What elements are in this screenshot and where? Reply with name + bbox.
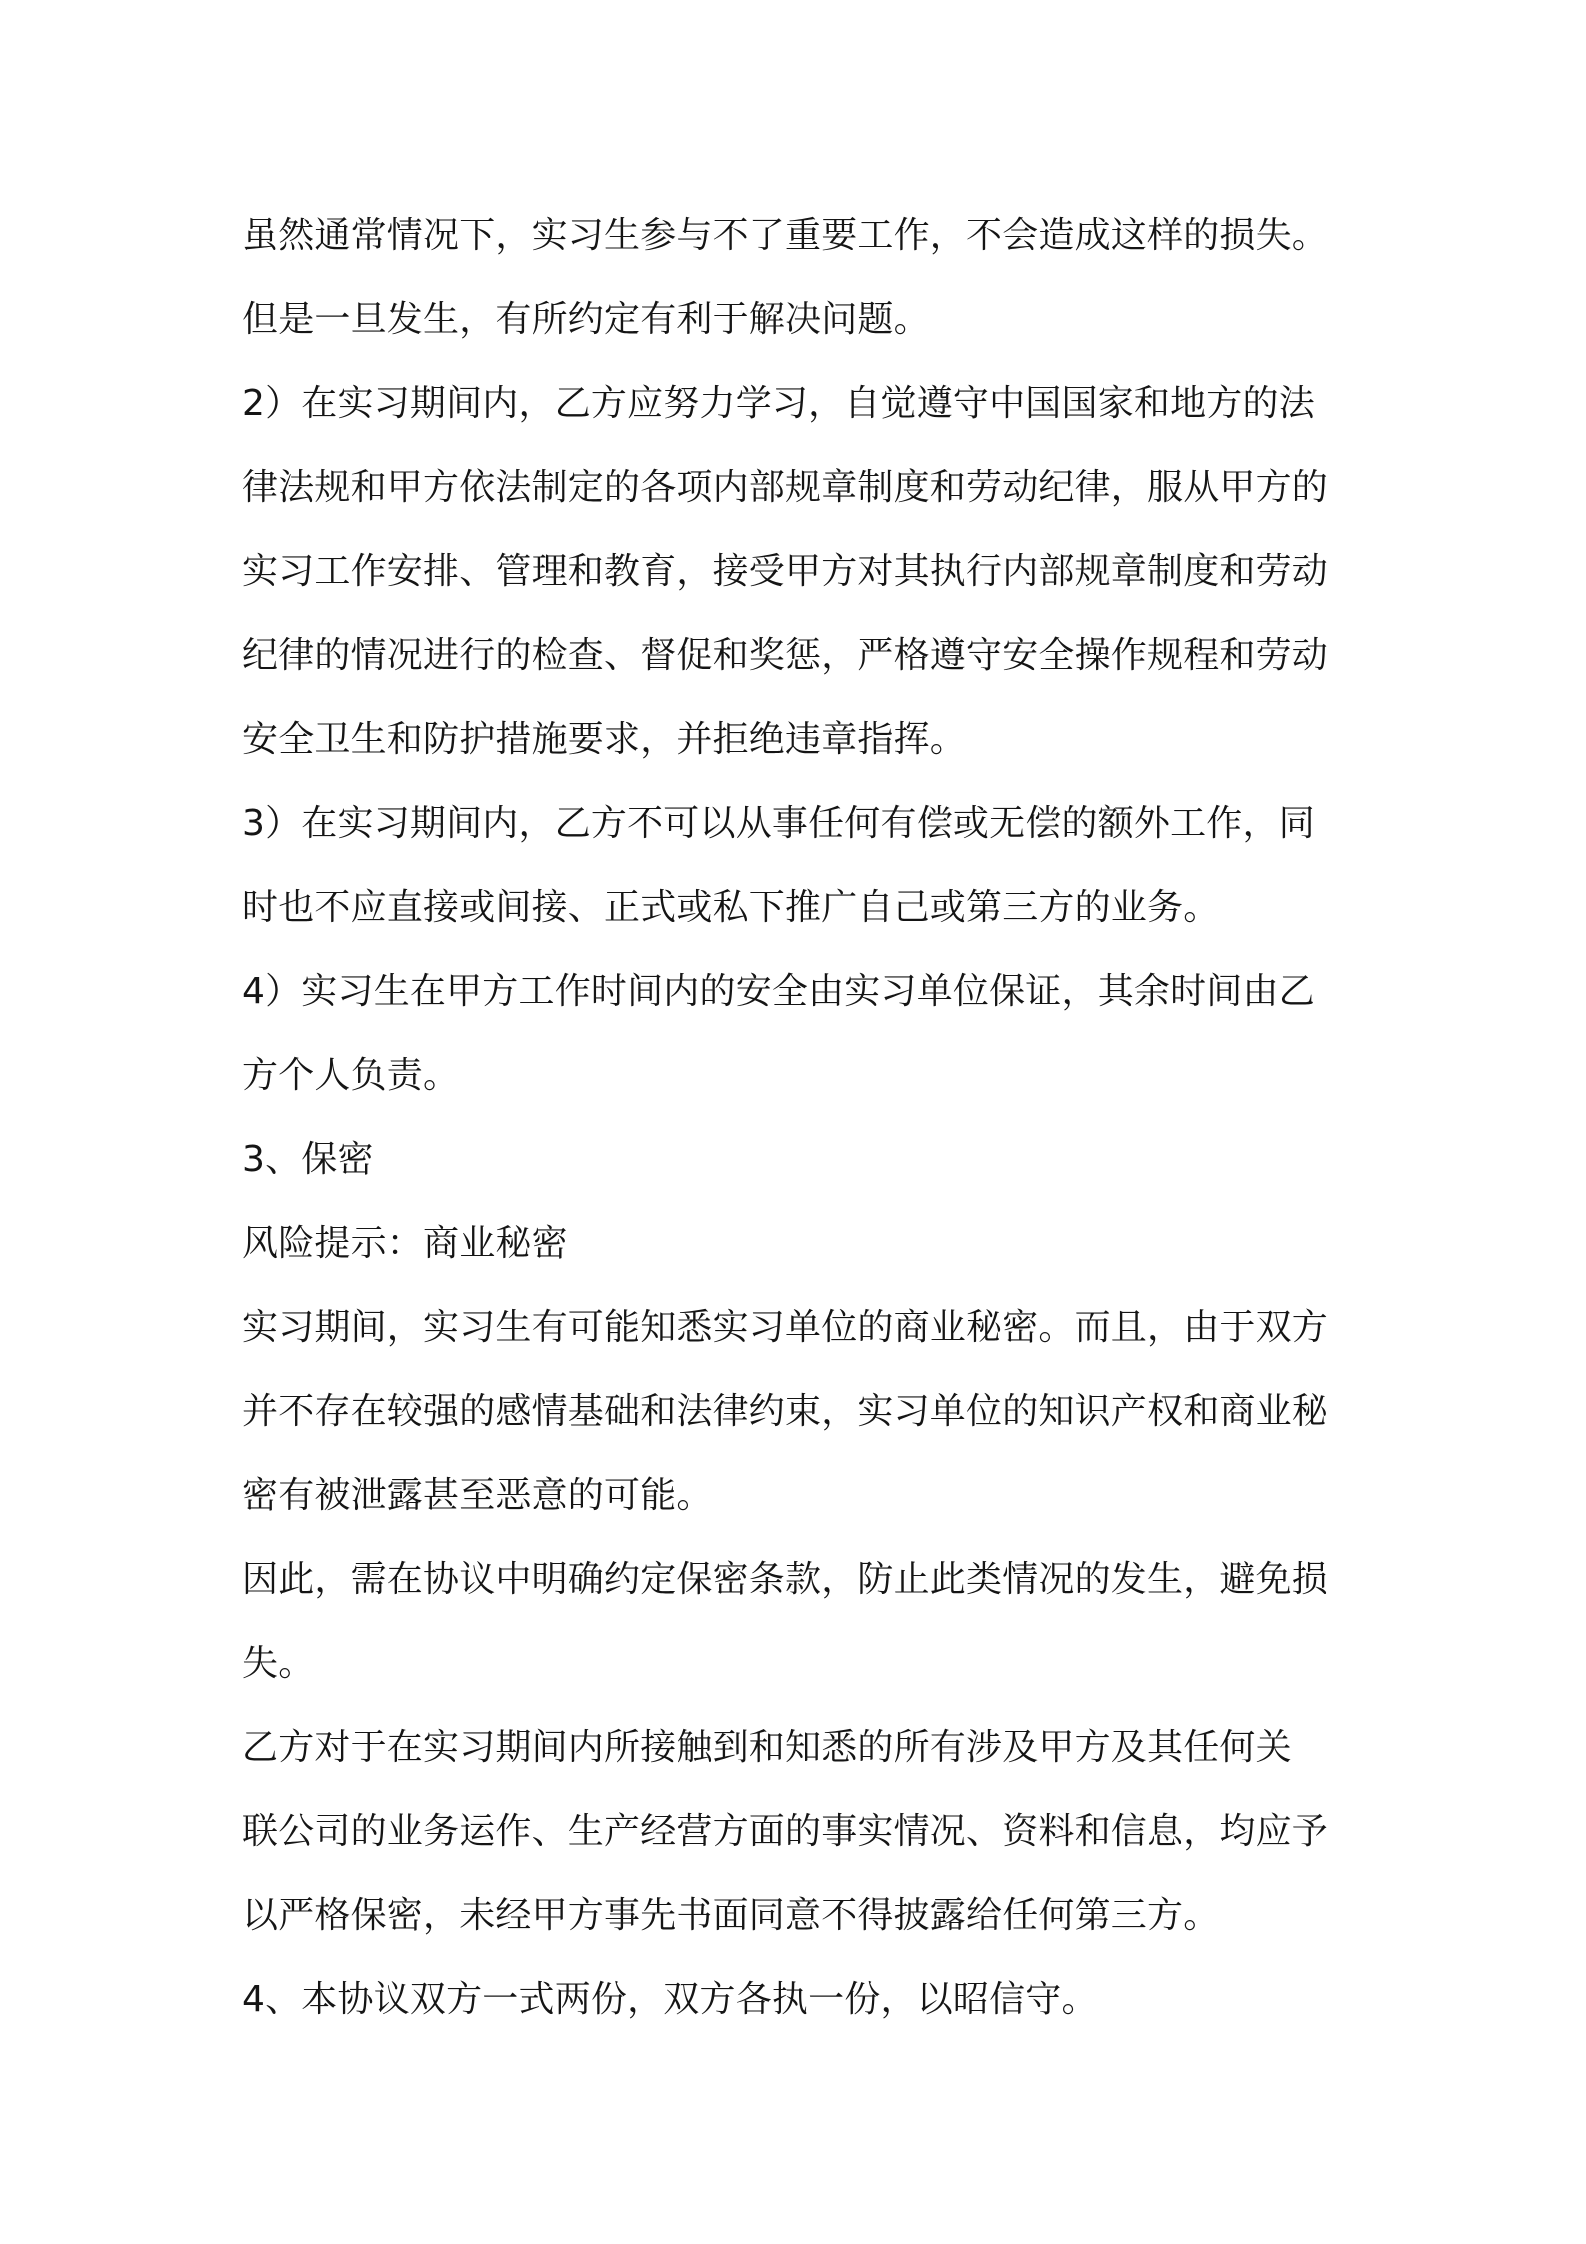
text-line: 实习工作安排、管理和教育，接受甲方对其执行内部规章制度和劳动 [242, 551, 1329, 592]
text-line: 纪律的情况进行的检查、督促和奖惩，严格遵守安全操作规程和劳动 [242, 635, 1329, 676]
text-line: 联公司的业务运作、生产经营方面的事实情况、资料和信息，均应予 [242, 1811, 1329, 1852]
text-line: 律法规和甲方依法制定的各项内部规章制度和劳动纪律，服从甲方的 [242, 467, 1329, 508]
text-line: 安全卫生和防护措施要求，并拒绝违章指挥。 [242, 719, 967, 760]
text-line: 虽然通常情况下，实习生参与不了重要工作，不会造成这样的损失。 [242, 215, 1329, 256]
text-line: 4）实习生在甲方工作时间内的安全由实习单位保证，其余时间由乙 [242, 971, 1315, 1012]
text-line: 密有被泄露甚至恶意的可能。 [242, 1475, 713, 1516]
risk-note-heading: 风险提示：商业秘密 [242, 1223, 568, 1264]
text-line: 以严格保密，未经甲方事先书面同意不得披露给任何第三方。 [242, 1895, 1220, 1936]
text-line: 3）在实习期间内，乙方不可以从事任何有偿或无偿的额外工作，同 [242, 803, 1315, 844]
text-line: 乙方对于在实习期间内所接触到和知悉的所有涉及甲方及其任何关 [242, 1727, 1292, 1768]
section-heading: 4、本协议双方一式两份，双方各执一份，以昭信守。 [242, 1979, 1098, 2020]
text-line: 时也不应直接或间接、正式或私下推广自己或第三方的业务。 [242, 887, 1220, 928]
text-line: 方个人负责。 [242, 1055, 460, 1096]
document-body [242, 194, 1362, 2042]
text-line: 因此，需在协议中明确约定保密条款，防止此类情况的发生，避免损 [242, 1559, 1329, 1600]
text-line: 失。 [242, 1643, 315, 1684]
text-line: 实习期间，实习生有可能知悉实习单位的商业秘密。而且，由于双方 [242, 1307, 1329, 1348]
text-line: 但是一旦发生，有所约定有利于解决问题。 [242, 299, 930, 340]
section-heading: 3、保密 [242, 1139, 374, 1180]
text-line: 并不存在较强的感情基础和法律约束，实习单位的知识产权和商业秘 [242, 1391, 1329, 1432]
text-line: 2）在实习期间内，乙方应努力学习，自觉遵守中国国家和地方的法 [242, 383, 1315, 424]
